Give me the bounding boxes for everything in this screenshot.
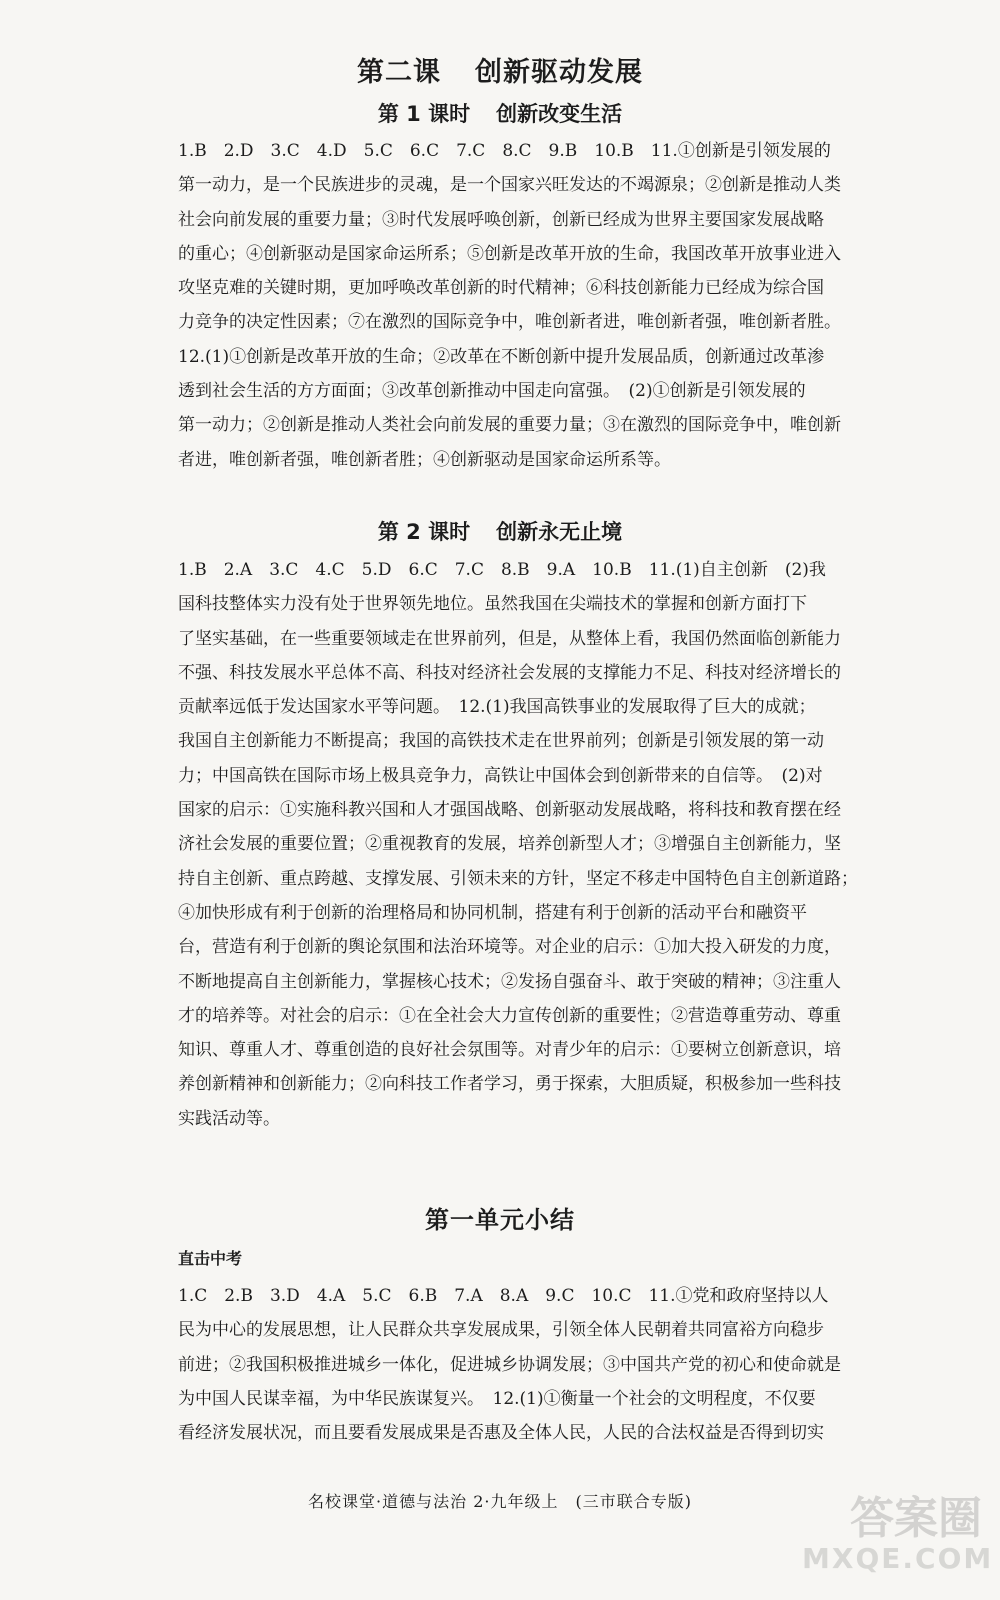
text-line: 第一动力，是一个民族进步的灵魂，是一个国家兴旺发达的不竭源泉；②创新是推动人类 (178, 175, 841, 196)
text-line: 看经济发展状况，而且要看发展成果是否惠及全体人民，人民的合法权益是否得到切实 (178, 1423, 824, 1444)
text-line: 贡献率远低于发达国家水平等问题。 12.(1)我国高铁事业的发展取得了巨大的成就； (178, 697, 816, 718)
text-line: 前进；②我国积极推进城乡一体化，促进城乡协调发展；③中国共产党的初心和使命就是 (178, 1354, 841, 1375)
watermark-logo (802, 1493, 994, 1586)
section1-name: 创新改变生活 (496, 102, 623, 126)
text-line: 为中国人民谋幸福，为中华民族谋复兴。 12.(1)①衡量一个社会的文明程度，不仅要 (178, 1388, 816, 1409)
text-line: 国科技整体实力没有处于世界领先地位。虽然我国在尖端技术的掌握和创新方面打下 (178, 594, 807, 615)
section1-prefix: 第 1 课时 (377, 102, 471, 126)
text-line: 了坚实基础，在一些重要领域走在世界前列，但是，从整体上看，我国仍然面临创新能力 (178, 628, 841, 649)
section2-name: 创新永无止境 (496, 520, 623, 544)
section2-body (178, 553, 978, 1136)
text-line: 才的培养等。对社会的启示：①在全社会大力宣传创新的重要性；②营造尊重劳动、尊重 (178, 1005, 841, 1026)
text-line: 知识、尊重人才、尊重创造的良好社会氛围等。对青少年的启示：①要树立创新意识，培 (178, 1040, 841, 1061)
lesson-prefix: 第二课 (357, 57, 441, 88)
section1-body (178, 134, 978, 477)
text-line: 力；中国高铁在国际市场上极具竞争力，高铁让中国体会到创新带来的自信等。 (2)对 (178, 765, 823, 786)
page-footer: 名校课堂·道德与法治 2·九年级上 (三市联合专版) (308, 1492, 692, 1511)
text-line: ④加快形成有利于创新的治理格局和协同机制，搭建有利于创新的活动平台和融资平 (178, 902, 807, 923)
lesson-title (0, 50, 1000, 89)
text-line: 济社会发展的重要位置；②重视教育的发展，培养创新型人才；③增强自主创新能力，坚 (178, 834, 841, 855)
section2-prefix: 第 2 课时 (377, 520, 471, 544)
text-line: 我国自主创新能力不断提高；我国的高铁技术走在世界前列；创新是引领发展的第一动 (178, 731, 824, 752)
text-line: 国家的启示：①实施科教兴国和人才强国战略、创新驱动发展战略，将科技和教育摆在经 (178, 800, 841, 821)
text-line: 透到社会生活的方方面面；③改革创新推动中国走向富强。 (2)①创新是引领发展的 (178, 381, 806, 402)
text-line: 不强、科技发展水平总体不高、科技对经济社会发展的支撑能力不足、科技对经济增长的 (178, 662, 841, 683)
text-line: 12.(1)①创新是改革开放的生命；②改革在不断创新中提升发展品质，创新通过改革渗 (178, 346, 825, 367)
text-line: 力竞争的决定性因素；⑦在激烈的国际竞争中，唯创新者进，唯创新者强，唯创新者胜。 (178, 312, 841, 333)
text-line: 攻坚克难的关键时期，更加呼唤改革创新的时代精神；⑥科技创新能力已经成为综合国 (178, 278, 824, 299)
unit-summary-subheading: 直击中考 (178, 1249, 243, 1268)
text-line: 台，营造有利于创新的舆论氛围和法治环境等。对企业的启示：①加大投入研发的力度， (178, 937, 841, 958)
text-line: 1.B 2.D 3.C 4.D 5.C 6.C 7.C 8.C 9.B 10.B 11.①创新是引领发展的 (178, 141, 831, 161)
text-line: 社会向前发展的重要力量；③时代发展呼唤创新，创新已经成为世界主要国家发展战略 (178, 209, 824, 230)
text-line: 持自主创新、重点跨越、支撑发展、引领未来的方针，坚定不移走中国特色自主创新道路； (178, 868, 858, 889)
section2-title (0, 516, 1000, 546)
watermark-url: MXQE.COM (802, 1542, 994, 1575)
text-line: 民为中心的发展思想，让人民群众共享发展成果，引领全体人民朝着共同富裕方向稳步 (178, 1320, 824, 1341)
text-line: 不断地提高自主创新能力，掌握核心技术；②发扬自强奋斗、敢于突破的精神；③注重人 (178, 971, 841, 992)
unit-summary-body (178, 1279, 978, 1450)
text-line: 第一动力；②创新是推动人类社会向前发展的重要力量；③在激烈的国际竞争中，唯创新 (178, 415, 841, 436)
text-line: 者进，唯创新者强，唯创新者胜；④创新驱动是国家命运所系等。 (178, 449, 671, 470)
watermark-mark: 答案圈 (850, 1493, 982, 1544)
section1-title (0, 98, 1000, 128)
lesson-name: 创新驱动发展 (475, 57, 643, 88)
text-line: 1.C 2.B 3.D 4.A 5.C 6.B 7.A 8.A 9.C 10.C 11.①党和政府坚持以人 (178, 1286, 829, 1306)
text-line: 的重心；④创新驱动是国家命运所系；⑤创新是改革开放的生命，我国改革开放事业进入 (178, 243, 841, 264)
text-line: 实践活动等。 (178, 1108, 280, 1129)
text-line: 1.B 2.A 3.C 4.C 5.D 6.C 7.C 8.B 9.A 10.B 11.(1)自主创新 (2)我 (178, 560, 826, 580)
unit-summary-title: 第一单元小结 (425, 1206, 575, 1234)
text-line: 养创新精神和创新能力；②向科技工作者学习，勇于探索，大胆质疑，积极参加一些科技 (178, 1074, 841, 1095)
